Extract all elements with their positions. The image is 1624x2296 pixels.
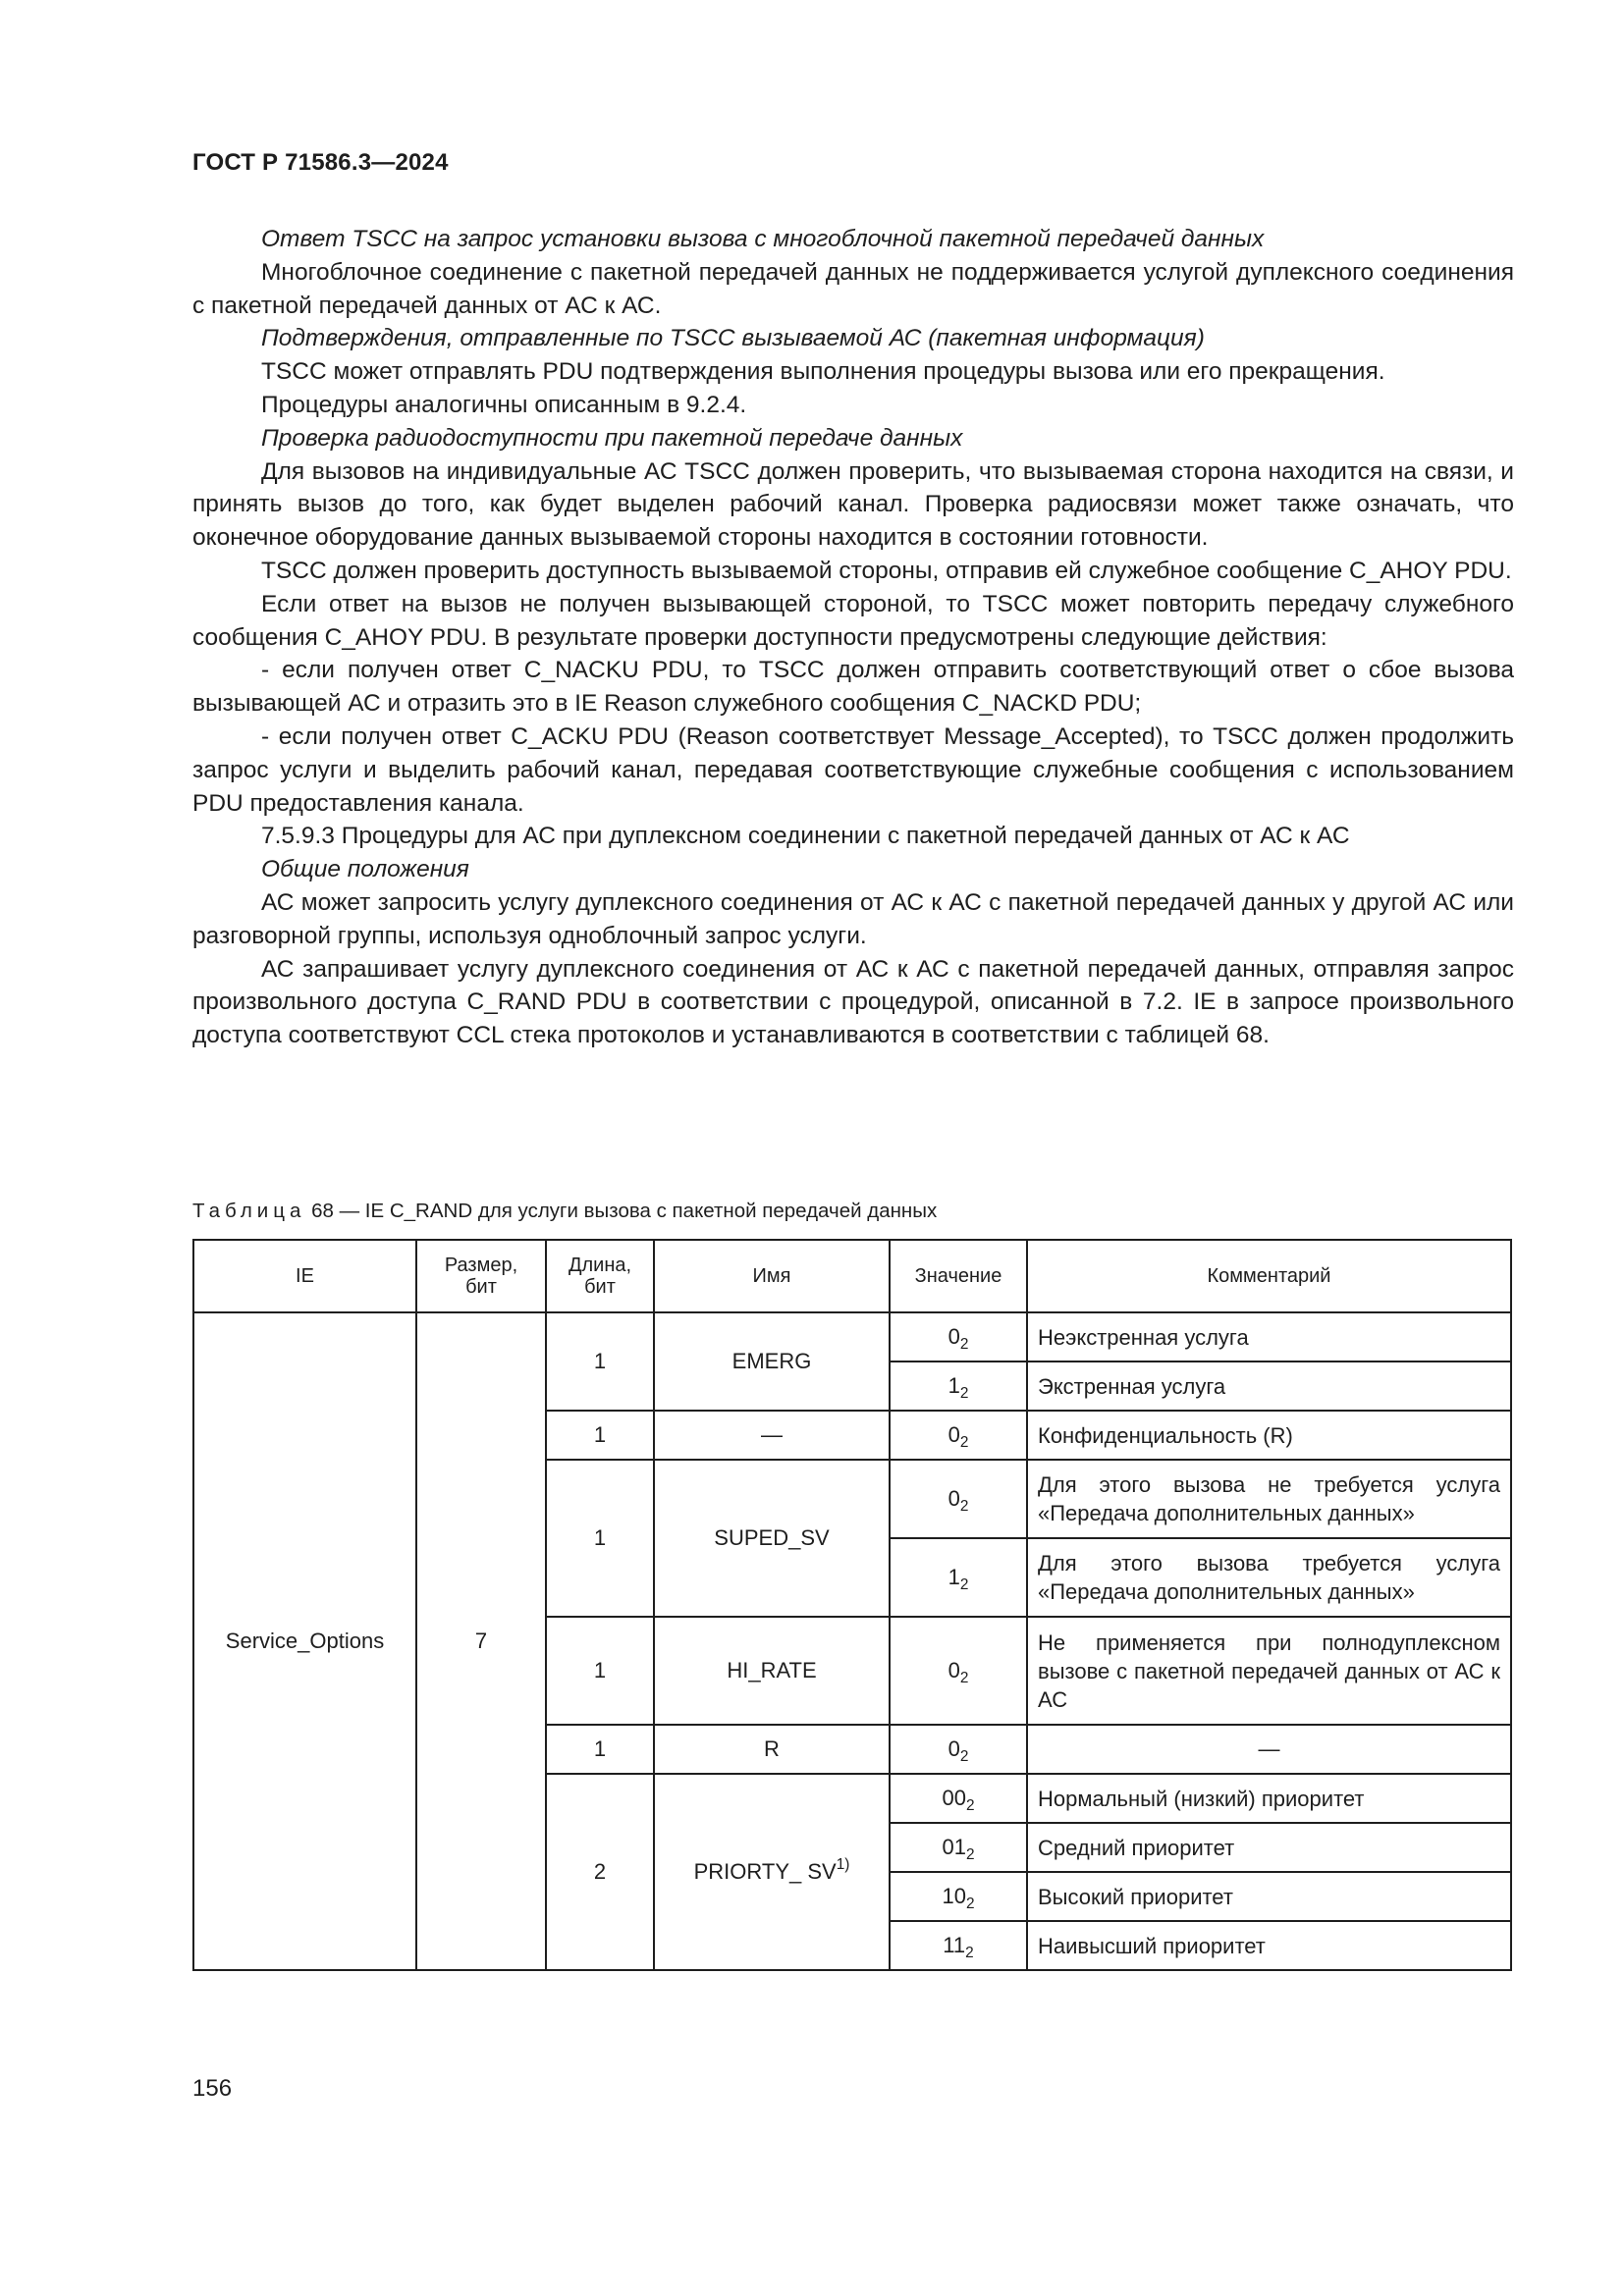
- cell-value: $0_2$: [890, 1411, 1027, 1460]
- paragraph: TSCC должен проверить доступность вызываемой стороны, отправив ей служебное сообщение C_AHOY PDU.: [261, 557, 1512, 584]
- table-caption-label: Таблица: [192, 1200, 306, 1222]
- paragraph: TSCC может отправлять PDU подтверждения выполнения процедуры вызова или его прекращения.: [261, 358, 1385, 386]
- cell-length: 1: [546, 1312, 654, 1411]
- paragraph: Если ответ на вызов не получен вызывающей стороной, то TSCC может повторить передачу служебного сообщения C_AHOY PDU. В результате проверки доступности предусмотрены следующие действия:: [192, 590, 1514, 651]
- cell-comment: Экстренная услуга: [1027, 1362, 1511, 1411]
- cell-field-name: PRIORTY_ SV$^{1)}$: [654, 1774, 890, 1970]
- cell-comment: Высокий приоритет: [1027, 1872, 1511, 1921]
- table-row: [193, 1312, 1511, 1362]
- page-number: 156: [192, 2075, 233, 2102]
- cell-comment: Наивысший приоритет: [1027, 1921, 1511, 1970]
- cell-length: 2: [546, 1774, 654, 1970]
- paragraph: Для вызовов на индивидуальные АС TSCC должен проверить, что вызываемая сторона находится на связи, и принять вызов до того, как будет выделен рабочий канал. Проверка радиосвязи может также означать, что оконечное оборудование данных вызываемой стороны находится в состоянии готовности.: [192, 457, 1514, 552]
- table-header-row: [193, 1240, 1511, 1312]
- cell-comment: Для этого вызова не требуется услуга «Передача дополнительных данных»: [1027, 1460, 1511, 1538]
- cell-ie-name: Service_Options: [193, 1312, 416, 1970]
- cell-value: $0_2$: [890, 1460, 1027, 1538]
- header-comment: Комментарий: [1027, 1240, 1511, 1312]
- cell-size: 7: [416, 1312, 546, 1970]
- cell-length: 1: [546, 1411, 654, 1460]
- cell-length: 1: [546, 1725, 654, 1774]
- cell-value: $0_2$: [890, 1617, 1027, 1725]
- cell-comment: Не применяется при полнодуплексном вызове с пакетной передачей данных от АС к АС: [1027, 1617, 1511, 1725]
- cell-field-name: HI_RATE: [654, 1617, 890, 1725]
- subheading-radio-availability: Проверка радиодоступности при пакетной передаче данных: [261, 424, 963, 452]
- header-ie: IE: [193, 1240, 416, 1312]
- header-value: Значение: [890, 1240, 1027, 1312]
- cell-comment: Неэкстренная услуга: [1027, 1312, 1511, 1362]
- subheading-general: Общие положения: [261, 856, 469, 883]
- cell-value: $0_2$: [890, 1725, 1027, 1774]
- subheading-tscc-response: Ответ TSCC на запрос установки вызова с многоблочной пакетной передачей данных: [261, 226, 1265, 252]
- paragraph: АС запрашивает услугу дуплексного соединения от АС к АС с пакетной передачей данных, отправляя запрос произвольного доступа C_RAND PDU в соответствии с процедурой, описанной в 7.2. IE в запросе произвольного доступа соответствуют CCL стека протоколов и устанавливаются в соответствии с таблицей 68.: [192, 955, 1514, 1049]
- table-caption: [192, 1200, 937, 1223]
- list-item: - если получен ответ C_NACKU PDU, то TSCC должен отправить соответствующий ответ о сбое вызова вызывающей АС и отразить это в IE Reason служебного сообщения C_NACKD PDU;: [192, 657, 1514, 718]
- cell-value: $1_2$: [890, 1538, 1027, 1617]
- cell-comment: Нормальный (низкий) приоритет: [1027, 1774, 1511, 1823]
- cell-field-name: EMERG: [654, 1312, 890, 1411]
- subheading-confirmations: Подтверждения, отправленные по TSCC вызываемой АС (пакетная информация): [261, 325, 1205, 352]
- cell-field-name: —: [654, 1411, 890, 1460]
- cell-comment: Для этого вызова требуется услуга «Передача дополнительных данных»: [1027, 1538, 1511, 1617]
- cell-value: $1_2$: [890, 1362, 1027, 1411]
- footnote-marker: 1): [836, 1856, 850, 1873]
- cell-comment: —: [1027, 1725, 1511, 1774]
- section-heading-7-5-9-3: 7.5.9.3 Процедуры для АС при дуплексном соединении с пакетной передачей данных от АС к АС: [261, 823, 1350, 850]
- header-size: Размер, бит: [416, 1240, 546, 1312]
- table-68: [192, 1239, 1512, 1971]
- header-name: Имя: [654, 1240, 890, 1312]
- paragraph: Многоблочное соединение с пакетной передачей данных не поддерживается услугой дуплексного соединения с пакетной передачей данных от АС к АС.: [192, 258, 1514, 319]
- document-header: ГОСТ Р 71586.3—2024: [192, 149, 449, 176]
- cell-value: $01_2$: [890, 1823, 1027, 1872]
- cell-comment: Конфиденциальность (R): [1027, 1411, 1511, 1460]
- cell-value: $10_2$: [890, 1872, 1027, 1921]
- cell-value: $0_2$: [890, 1312, 1027, 1362]
- cell-comment: Средний приоритет: [1027, 1823, 1511, 1872]
- table-caption-text: 68 — IE C_RAND для услуги вызова с пакетной передачей данных: [311, 1200, 938, 1222]
- cell-field-name: R: [654, 1725, 890, 1774]
- cell-value: $11_2$: [890, 1921, 1027, 1970]
- cell-length: 1: [546, 1617, 654, 1725]
- cell-length: 1: [546, 1460, 654, 1617]
- header-length: Длина, бит: [546, 1240, 654, 1312]
- paragraph: Процедуры аналогичны описанным в 9.2.4.: [261, 391, 747, 418]
- paragraph: АС может запросить услугу дуплексного соединения от АС к АС с пакетной передачей данных у другой АС или разговорной группы, используя одноблочный запрос услуги.: [192, 888, 1514, 949]
- cell-value: $00_2$: [890, 1774, 1027, 1823]
- list-item: - если получен ответ C_ACKU PDU (Reason соответствует Message_Accepted), то TSCC должен продолжить запрос услуги и выделить рабочий канал, передавая соответствующие служебные сообщения с использованием PDU предоставления канала.: [192, 722, 1514, 817]
- body-text: [192, 223, 1514, 1052]
- cell-field-name: SUPED_SV: [654, 1460, 890, 1617]
